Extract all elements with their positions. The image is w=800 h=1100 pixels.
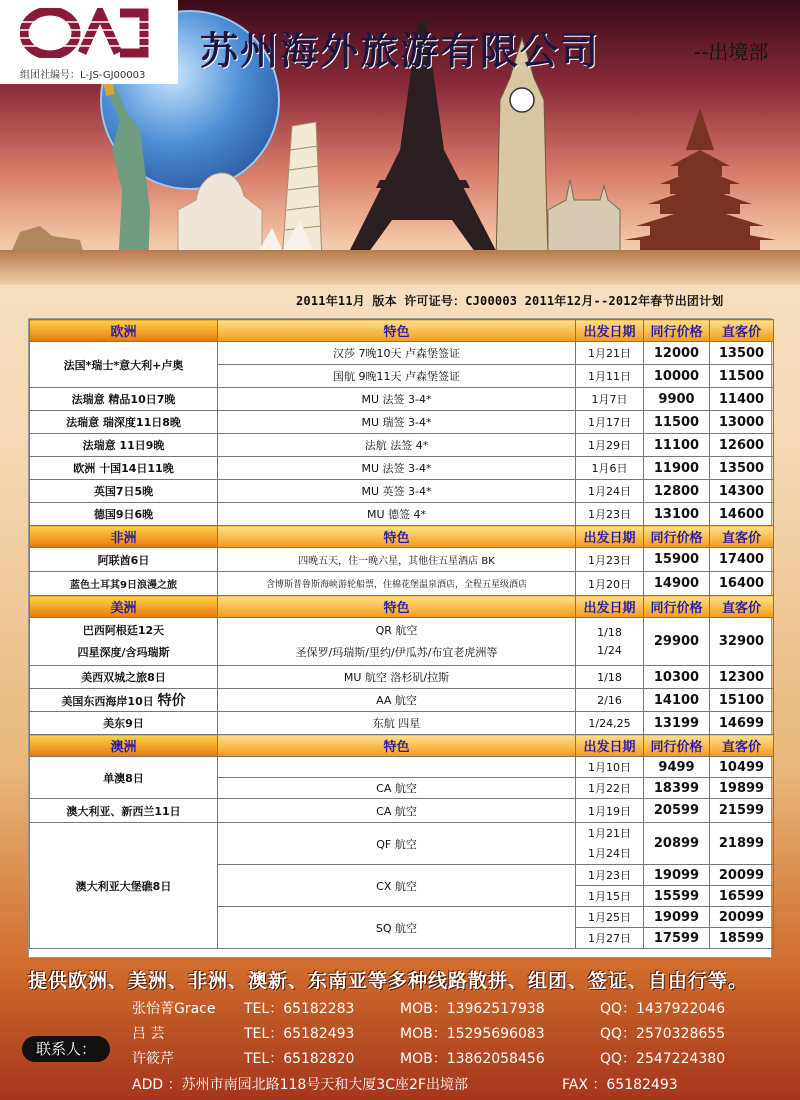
direct-price-cell: 16599 <box>710 886 774 907</box>
col-date: 出发日期 <box>576 596 644 618</box>
peer-price-cell: 17599 <box>644 928 710 949</box>
feature-cell: CX 航空 <box>218 865 576 907</box>
date-cell: 1月17日 <box>576 411 644 434</box>
hero-banner <box>0 0 800 285</box>
direct-price-cell: 32900 <box>710 618 774 666</box>
feature-cell <box>218 757 576 778</box>
route-name: 法瑞意 11日9晚 <box>30 434 218 457</box>
feature-cell: CA 航空 <box>218 799 576 823</box>
col-date: 出发日期 <box>576 320 644 342</box>
direct-price-cell: 12600 <box>710 434 774 457</box>
europe-header-row <box>30 320 774 342</box>
col-peer-price: 同行价格 <box>644 526 710 548</box>
date-cell: 1月25日 <box>576 907 644 928</box>
direct-price-cell: 12300 <box>710 666 774 689</box>
route-name: 单澳8日 <box>30 757 218 799</box>
feature-cell: 含博斯普鲁斯海峡游轮船票，住棉花堡温泉酒店，全程五星级酒店 <box>218 572 576 596</box>
col-direct-price: 直客价 <box>710 596 774 618</box>
date-cell: 1月22日 <box>576 778 644 799</box>
contact-name: 许筱芹 <box>132 1051 174 1067</box>
direct-price-cell: 16400 <box>710 572 774 596</box>
peer-price-cell: 15599 <box>644 886 710 907</box>
table-row <box>30 342 774 365</box>
direct-price-cell: 14300 <box>710 480 774 503</box>
africa-header-row <box>30 526 774 548</box>
date-cell: 1月24日 <box>576 480 644 503</box>
route-text: 美国东西海岸10日 <box>61 695 154 708</box>
peer-price-cell: 9900 <box>644 388 710 411</box>
region-america: 美洲 <box>30 596 218 618</box>
col-direct-price: 直客价 <box>710 320 774 342</box>
region-oceania: 澳洲 <box>30 735 218 757</box>
feature-cell: MU 瑞签 3-4* <box>218 411 576 434</box>
contact-qq: QQ：1437922046 <box>600 1001 726 1017</box>
date-cell: 1月23日 <box>576 548 644 572</box>
date-cell: 1月15日 <box>576 886 644 907</box>
region-europe: 欧洲 <box>30 320 218 342</box>
contact-tel: TEL：65182493 <box>244 1026 355 1042</box>
date-cell: 1月7日 <box>576 388 644 411</box>
col-peer-price: 同行价格 <box>644 735 710 757</box>
route-name: 阿联酋6日 <box>30 548 218 572</box>
table-row <box>30 572 774 596</box>
direct-price-cell: 11400 <box>710 388 774 411</box>
direct-price-cell: 13000 <box>710 411 774 434</box>
feature-cell <box>218 618 576 666</box>
col-date: 出发日期 <box>576 526 644 548</box>
date-cell: 1月23日 <box>576 865 644 886</box>
route-name: 德国9日6晚 <box>30 503 218 526</box>
route-name: 欧洲 十国14日11晚 <box>30 457 218 480</box>
direct-price-cell: 21599 <box>710 799 774 823</box>
feature-cell: CA 航空 <box>218 778 576 799</box>
feature-cell: MU 英签 3-4* <box>218 480 576 503</box>
peer-price-cell: 19099 <box>644 865 710 886</box>
table-row <box>30 666 774 689</box>
fax: FAX ：65182493 <box>562 1077 678 1093</box>
route-name: 法瑞意 瑞深度11日8晚 <box>30 411 218 434</box>
table-row <box>30 799 774 823</box>
direct-price-cell: 14600 <box>710 503 774 526</box>
company-name: 苏州海外旅游有限公司 <box>200 29 601 73</box>
date-line: 1/24 <box>597 643 622 657</box>
direct-price-cell: 20099 <box>710 907 774 928</box>
feature-cell: MU 德签 4* <box>218 503 576 526</box>
table-row <box>30 548 774 572</box>
version-line: 2011年11月 版本 许可证号：CJ00003 2011年12月--2012年春节出团计划 <box>296 294 724 308</box>
route-name: 蓝色土耳其9日浪漫之旅 <box>30 572 218 596</box>
feature-cell: 国航 9晚11天 卢森堡签证 <box>218 365 576 388</box>
direct-price-cell: 13500 <box>710 342 774 365</box>
address: ADD ：苏州市南园北路118号天和大厦3C座2F出境部 <box>132 1077 468 1093</box>
peer-price-cell: 13100 <box>644 503 710 526</box>
route-name: 美东9日 <box>30 712 218 735</box>
direct-price-cell: 15100 <box>710 689 774 712</box>
date-cell: 1月21日 <box>576 342 644 365</box>
table-row <box>30 689 774 712</box>
feature-line: QR 航空 <box>375 623 418 637</box>
peer-price-cell: 11500 <box>644 411 710 434</box>
ground-strip <box>0 250 800 285</box>
feature-line: 圣保罗/玛瑞斯/里约/伊瓜苏/布宜老虎洲等 <box>295 645 498 659</box>
peer-price-cell: 9499 <box>644 757 710 778</box>
america-header-row <box>30 596 774 618</box>
contact-mobile: MOB：13962517938 <box>400 1001 545 1017</box>
col-direct-price: 直客价 <box>710 735 774 757</box>
route-line: 巴西阿根廷12天 <box>82 623 165 637</box>
peer-price-cell: 14900 <box>644 572 710 596</box>
col-peer-price: 同行价格 <box>644 320 710 342</box>
date-line: 1月24日 <box>588 846 631 860</box>
feature-cell: 东航 四星 <box>218 712 576 735</box>
direct-price-cell: 13500 <box>710 457 774 480</box>
region-africa: 非洲 <box>30 526 218 548</box>
route-name: 澳大利亚、新西兰11日 <box>30 799 218 823</box>
col-feature: 特色 <box>218 526 576 548</box>
table-row <box>30 757 774 778</box>
direct-price-cell: 10499 <box>710 757 774 778</box>
direct-price-cell: 17400 <box>710 548 774 572</box>
date-cell: 1月23日 <box>576 503 644 526</box>
peer-price-cell: 12000 <box>644 342 710 365</box>
peer-price-cell: 11900 <box>644 457 710 480</box>
peer-price-cell: 11100 <box>644 434 710 457</box>
feature-cell: MU 法签 3-4* <box>218 388 576 411</box>
table-row <box>30 411 774 434</box>
department-label: --出境部 <box>694 40 769 64</box>
col-feature: 特色 <box>218 320 576 342</box>
peer-price-cell: 18399 <box>644 778 710 799</box>
feature-cell: AA 航空 <box>218 689 576 712</box>
date-cell: 1月10日 <box>576 757 644 778</box>
peer-price-cell: 14100 <box>644 689 710 712</box>
services-banner: 提供欧洲、美洲、非洲、澳新、东南亚等多种线路散拼、组团、签证、自由行等。 <box>28 970 749 992</box>
col-direct-price: 直客价 <box>710 526 774 548</box>
contact-name: 吕 芸 <box>132 1026 165 1042</box>
col-feature: 特色 <box>218 596 576 618</box>
direct-price-cell: 11500 <box>710 365 774 388</box>
table-row <box>30 823 774 865</box>
route-name: 美西双城之旅8日 <box>30 666 218 689</box>
feature-cell: QF 航空 <box>218 823 576 865</box>
table-row <box>30 457 774 480</box>
contact-qq: QQ：2547224380 <box>600 1051 726 1067</box>
peer-price-cell: 13199 <box>644 712 710 735</box>
date-cell: 1/24,25 <box>576 712 644 735</box>
peer-price-cell: 29900 <box>644 618 710 666</box>
col-feature: 特色 <box>218 735 576 757</box>
oceania-header-row <box>30 735 774 757</box>
peer-price-cell: 19099 <box>644 907 710 928</box>
date-line: 1/18 <box>597 625 622 639</box>
feature-cell: MU 法签 3-4* <box>218 457 576 480</box>
col-peer-price: 同行价格 <box>644 596 710 618</box>
date-cell <box>576 823 644 865</box>
peer-price-cell: 12800 <box>644 480 710 503</box>
tour-table <box>28 318 772 958</box>
date-cell: 1月29日 <box>576 434 644 457</box>
date-cell: 2/16 <box>576 689 644 712</box>
table-row <box>30 503 774 526</box>
peer-price-cell: 10000 <box>644 365 710 388</box>
date-cell: 1月27日 <box>576 928 644 949</box>
date-cell: 1月6日 <box>576 457 644 480</box>
date-cell: 1月19日 <box>576 799 644 823</box>
logo-box <box>0 0 178 84</box>
contact-mobile: MOB：13862058456 <box>400 1051 545 1067</box>
direct-price-cell: 14699 <box>710 712 774 735</box>
route-name <box>30 618 218 666</box>
date-cell: 1月20日 <box>576 572 644 596</box>
table-row <box>30 712 774 735</box>
contact-label: 联系人： <box>22 1036 110 1062</box>
route-name: 英国7日5晚 <box>30 480 218 503</box>
company-logo <box>20 8 150 58</box>
feature-cell: 汉莎 7晚10天 卢森堡签证 <box>218 342 576 365</box>
contact-qq: QQ：2570328655 <box>600 1026 726 1042</box>
route-name <box>30 689 218 712</box>
peer-price-cell: 20899 <box>644 823 710 865</box>
direct-price-cell: 19899 <box>710 778 774 799</box>
date-cell <box>576 618 644 666</box>
special-price-badge: 特价 <box>157 693 186 709</box>
peer-price-cell: 15900 <box>644 548 710 572</box>
direct-price-cell: 20099 <box>710 865 774 886</box>
feature-cell: 四晚五天，住一晚六星，其他住五星酒店 BK <box>218 548 576 572</box>
date-cell: 1月11日 <box>576 365 644 388</box>
route-line: 四星深度/含玛瑞斯 <box>77 645 170 659</box>
route-name: 澳大利亚大堡礁8日 <box>30 823 218 949</box>
feature-cell: MU 航空 洛杉矶/拉斯 <box>218 666 576 689</box>
feature-cell: SQ 航空 <box>218 907 576 949</box>
table-row <box>30 434 774 457</box>
contact-mobile: MOB：15295696083 <box>400 1026 545 1042</box>
route-name: 法国*瑞士*意大利+卢奥 <box>30 342 218 388</box>
peer-price-cell: 20599 <box>644 799 710 823</box>
table-row <box>30 480 774 503</box>
date-line: 1月21日 <box>588 826 631 840</box>
table-row <box>30 618 774 666</box>
contact-tel: TEL：65182283 <box>244 1001 355 1017</box>
route-name: 法瑞意 精品10日7晚 <box>30 388 218 411</box>
contact-name: 张怡菁Grace <box>132 1001 216 1017</box>
table-row <box>30 388 774 411</box>
date-cell: 1/18 <box>576 666 644 689</box>
agency-id: 组团社编号：L-JS-GJ00003 <box>20 70 146 81</box>
col-date: 出发日期 <box>576 735 644 757</box>
peer-price-cell: 10300 <box>644 666 710 689</box>
direct-price-cell: 18599 <box>710 928 774 949</box>
feature-cell: 法航 法签 4* <box>218 434 576 457</box>
contact-tel: TEL：65182820 <box>244 1051 355 1067</box>
direct-price-cell: 21899 <box>710 823 774 865</box>
